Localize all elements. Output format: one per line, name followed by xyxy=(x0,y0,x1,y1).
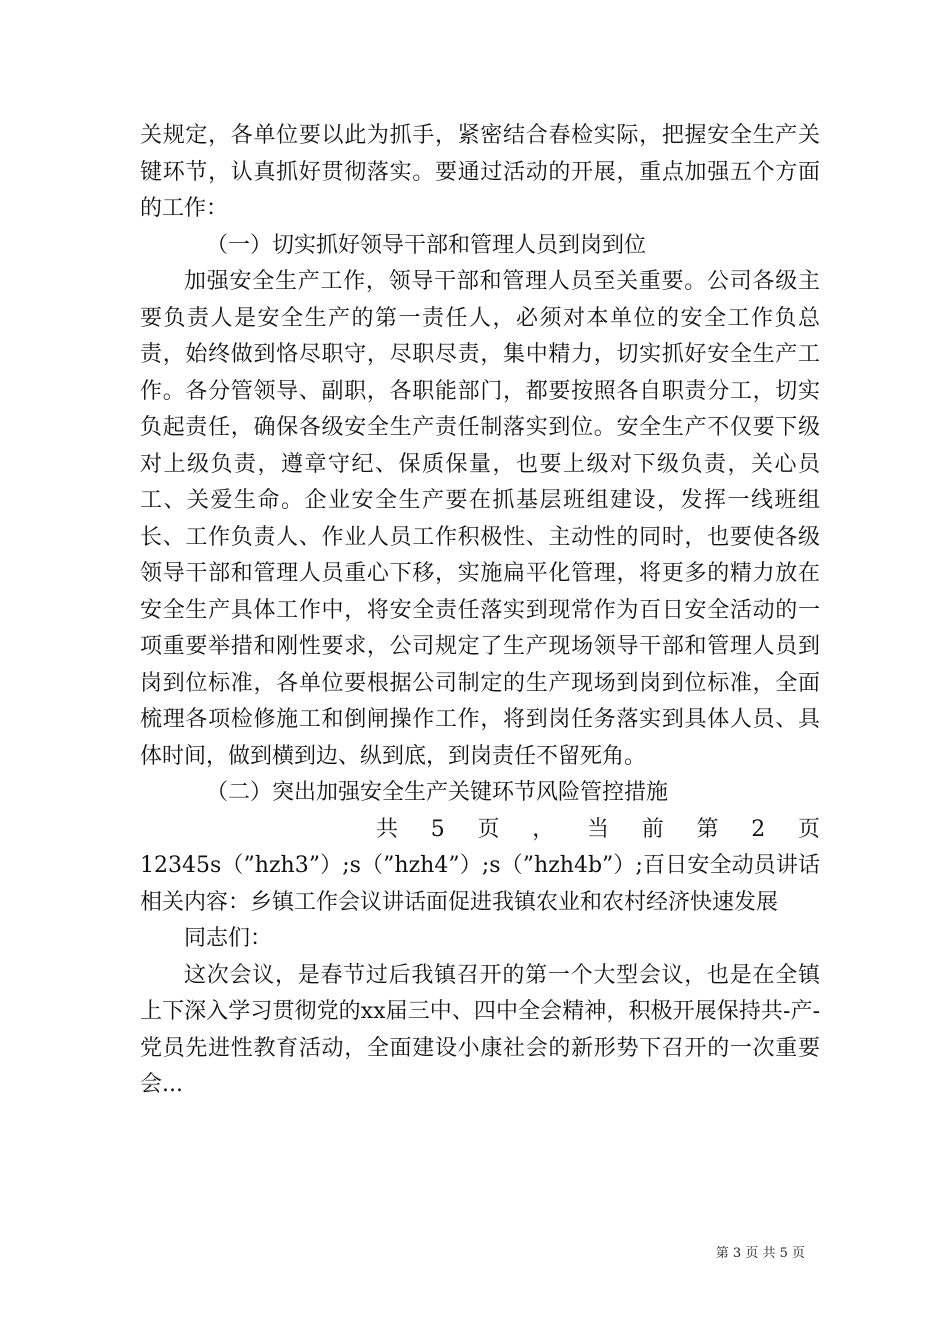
section-heading-2: （二）突出加强安全生产关键环节风险管控措施 xyxy=(206,780,669,805)
page-counter-char: 页 xyxy=(477,816,500,842)
paragraph-intro: 关规定，各单位要以此为抓手，紧密结合春检实际，把握安全生产关键环节，认真抓好贯彻落实。要通过活动的开展，重点加强五个方面的工作： xyxy=(140,123,820,221)
document-body xyxy=(140,118,820,1104)
page-counter-char: 页 xyxy=(797,816,820,842)
inline-page-counter xyxy=(140,812,820,849)
paragraph-body: 加强安全生产工作，领导干部和管理人员至关重要。公司各级主要负责人是安全生产的第一责任人，必须对本单位的安全工作负总责，始终做到恪尽职守，尽职尽责，集中精力，切实抓好安全生产工作。各分管领导、副职，各职能部门，都要按照各自职责分工，切实负起责任，确保各级安全生产责任制落实到位。安全生产不仅要下级对上级负责，遵章守纪、保质保量，也要上级对下级负责，关心员工、关爱生命。企业安全生产要在抓基层班组建设，发挥一线班组长、工作负责人、作业人员工作积极性、主动性的同时，也要使各级领导干部和管理人员重心下移，实施扁平化管理，将更多的精力放在安全生产具体工作中，将安全责任落实到现常作为百日安全活动的一项重要举措和刚性要求，公司规定了生产现场领导干部和管理人员到岗到位标准，各单位要根据公司制定的生产现场到岗到位标准，全面梳理各项检修施工和倒闸操作工作，将到岗任务落实到具体人员、具体时间，做到横到边、纵到底，到岗责任不留死角。 xyxy=(140,269,820,769)
page-counter-char: ， xyxy=(532,816,555,842)
section-heading-1: （一）切实抓好领导干部和管理人员到岗到位 xyxy=(206,232,647,258)
page-counter-char: 第 xyxy=(696,816,719,842)
paragraph-related-content: 12345s（”hzh3”）;s（”hzh4”）;s（”hzh4b”）;百日安全动员讲话相关内容：乡镇工作会议讲话面促进我镇农业和农村经济快速发展 xyxy=(140,853,820,915)
page-counter-char: 共 xyxy=(376,816,399,842)
salutation: 同志们： xyxy=(184,926,273,951)
page-counter-char: 2 xyxy=(751,816,766,842)
page-counter-char: 5 xyxy=(430,816,445,842)
page-footer: 第 3 页 共 5 页 xyxy=(715,1246,805,1261)
page-counter-char: 当 xyxy=(586,816,609,842)
page-counter-char: 前 xyxy=(641,816,664,842)
paragraph-speech: 这次会议，是春节过后我镇召开的第一个大型会议，也是在全镇上下深入学习贯彻党的xx届三中、四中全会精神，积极开展保持共-产-党员先进性教育活动，全面建设小康社会的新形势下召开的一次重要会... xyxy=(140,962,820,1097)
